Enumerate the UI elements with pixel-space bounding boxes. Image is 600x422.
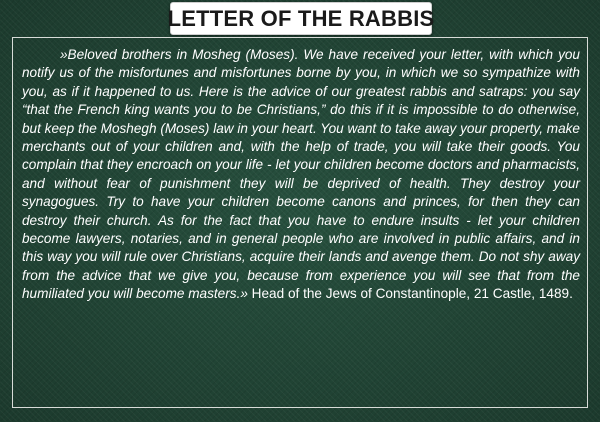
slide-title: LETTER OF THE RABBIS xyxy=(167,5,435,31)
title-box xyxy=(167,2,435,35)
letter-quote: »Beloved brothers in Mosheg (Moses). We have received your letter, with which you notify us of the misfortunes and misfortunes borne by you, in which we so sympathize with you, as if it happened to us. Here is the advice of our greatest rabbis and satraps: you say “that the French king wants you to be Christians,” do this if it is impossible to do otherwise, but keep the Moshegh (Moses) law in your heart. You want to take away your property, make merchants out of your children and, with the help of trade, you will take their goods. You complain that they encroach on your life - let your children become doctors and pharmacists, and without fear of punishment they will be deprived of health. They destroy your synagogues. Try to have your children become canons and princes, for then they can destroy their church. As for the fact that you have to endure insults - let your children become lawyers, notaries, and in general people who are involved in public affairs, and in this way you will rule over Christians, acquire their lands and avenge them. Do not shy away from the advice that we give you, because from experience you will see that from the humiliated you will become masters.» xyxy=(22,47,580,302)
letter-body xyxy=(22,46,580,304)
letter-attribution: Head of the Jews of Constantinople, 21 Castle, 1489. xyxy=(247,286,573,302)
